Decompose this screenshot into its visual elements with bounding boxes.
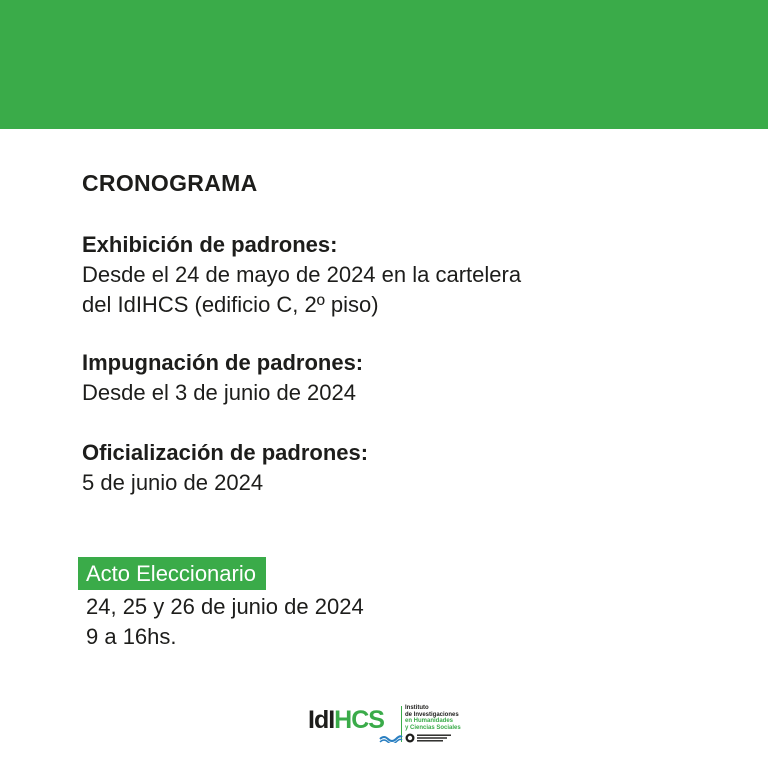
section-heading: Impugnación de padrones: [82,350,364,375]
conicet-wave-icon [378,731,404,743]
logo-wordmark [308,704,384,736]
section-line: del IdIHCS (edificio C, 2º piso) [82,292,379,317]
logo-text-line: Instituto [405,705,429,711]
election-dates: 24, 25 y 26 de junio de 2024 [86,594,364,619]
section-heading: Exhibición de padrones: [82,232,338,257]
university-seal-icon [405,733,455,743]
logo-mark-dark: IdI [308,706,335,734]
section-exhibicion [82,230,702,320]
logo-institute-text [405,705,461,731]
section-line: Desde el 24 de mayo de 2024 en la cartelera [82,262,522,287]
header-band [0,0,768,129]
section-line: 5 de junio de 2024 [82,470,264,495]
election-hours: 9 a 16hs. [86,624,177,649]
section-oficializacion [82,438,702,498]
section-impugnacion [82,348,702,408]
logo-text-line: de Investigaciones [405,711,459,718]
section-heading: Oficialización de padrones: [82,440,369,465]
section-election [86,592,706,652]
election-badge: Acto Eleccionario [78,557,266,590]
page-title: CRONOGRAMA [82,170,258,196]
logo-text-line: y Ciencias Sociales [405,724,461,731]
idihcs-logo [308,704,468,744]
logo-text-line: en Humanidades [405,718,454,724]
section-line: Desde el 3 de junio de 2024 [82,380,356,405]
logo-mark-green: HCS [334,706,384,734]
